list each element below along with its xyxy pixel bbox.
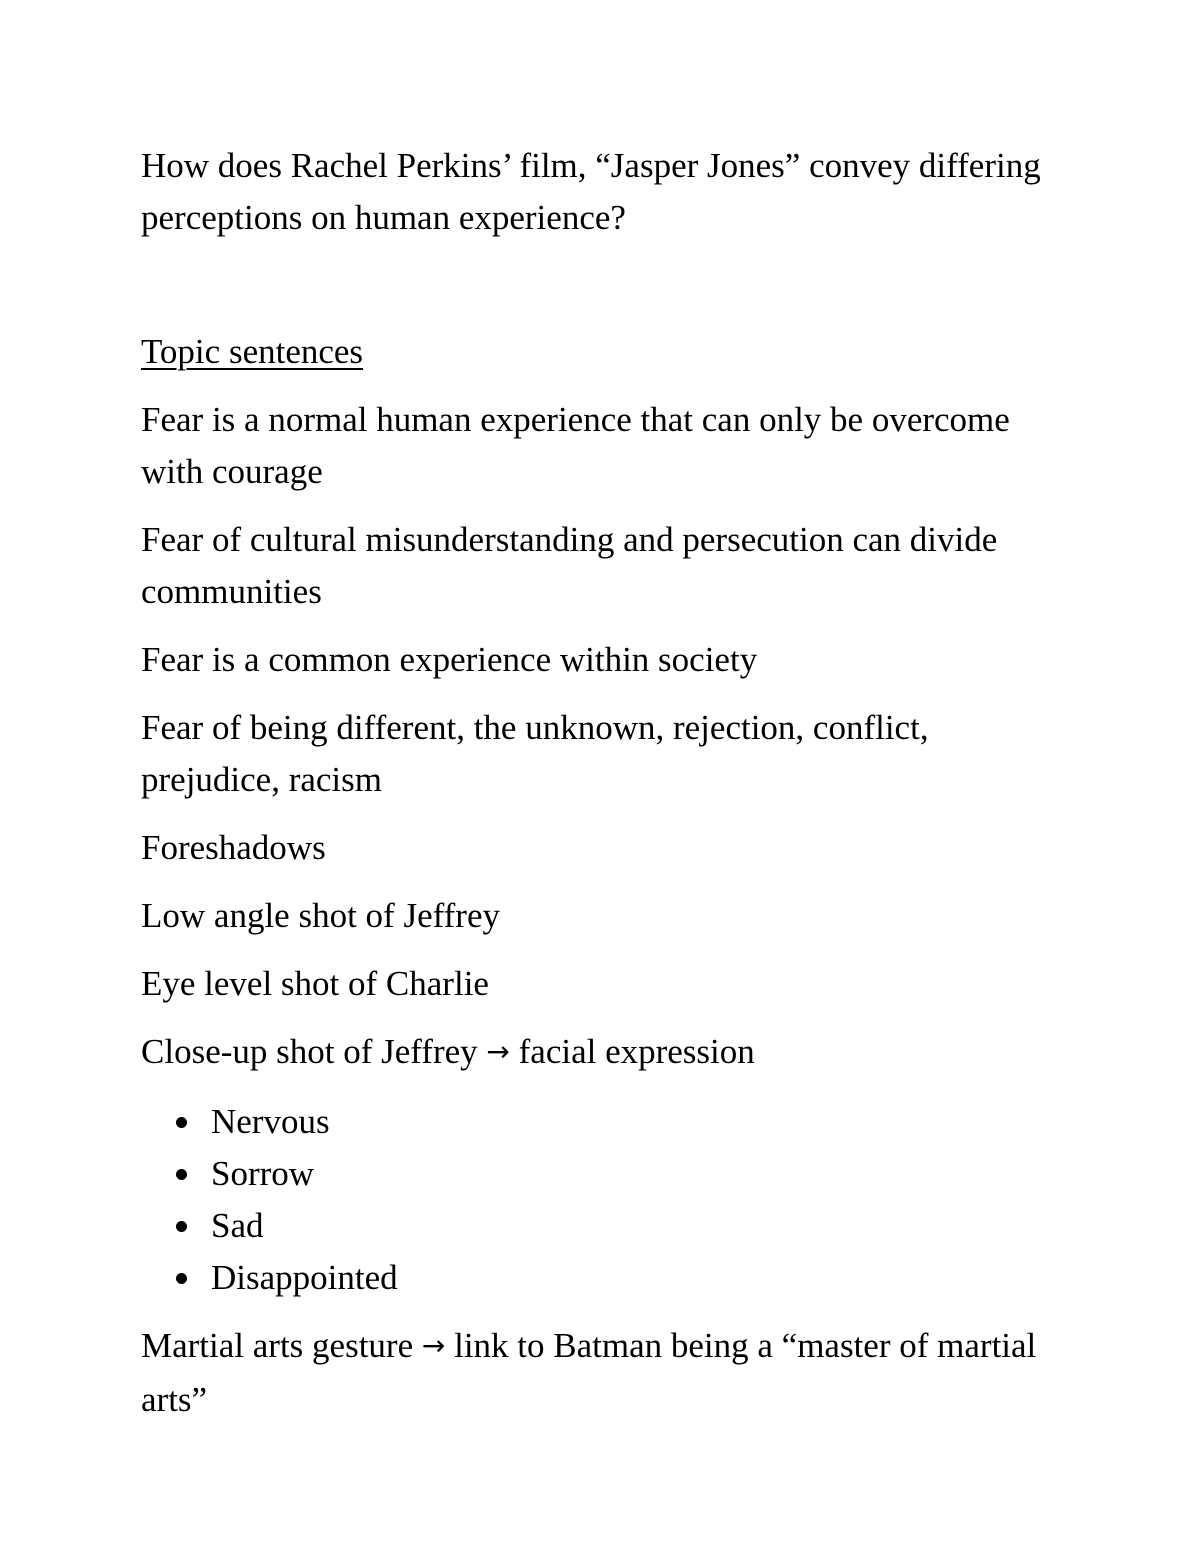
topic-sentence-4: Fear of being different, the unknown, rejection, conflict, prejudice, racism [141,708,938,799]
closeup-detail: facial expression [518,1032,755,1071]
list-item-label: Sorrow [211,1154,315,1193]
expression-list [141,1096,1071,1304]
topic-sentence-1: Fear is a normal human experience that can only be overcome with courage [141,400,1019,491]
list-item [141,1096,1071,1148]
section-heading: Topic sentences [141,332,364,371]
list-item-label: Disappointed [211,1258,398,1297]
note-martial-arts [141,1320,1071,1426]
essay-question: How does Rachel Perkins’ film, “Jasper Jones” convey differing perceptions on human experience? [141,146,1050,237]
document-body [141,140,1071,1442]
martial-detail: link to Batman being a “master of martial arts” [141,1326,1046,1419]
right-arrow-icon: → [421,1329,446,1362]
right-arrow-icon: → [486,1035,510,1068]
list-item [141,1200,1071,1252]
note-eye-level-shot: Eye level shot of Charlie [141,964,489,1003]
bullet-icon [176,1169,187,1180]
bullet-icon [176,1117,187,1128]
martial-text: Martial arts gesture [141,1326,414,1365]
bullet-icon [176,1273,187,1284]
bullet-icon [176,1221,187,1232]
note-closeup-shot [141,1026,1071,1080]
note-low-angle-shot: Low angle shot of Jeffrey [141,896,500,935]
list-item [141,1148,1071,1200]
topic-sentence-3: Fear is a common experience within society [141,640,758,679]
list-item-label: Nervous [211,1102,330,1141]
closeup-text: Close-up shot of Jeffrey [141,1032,478,1071]
list-item [141,1252,1071,1304]
topic-sentence-2: Fear of cultural misunderstanding and persecution can divide communities [141,520,1007,611]
note-foreshadows: Foreshadows [141,828,326,867]
list-item-label: Sad [211,1206,264,1245]
